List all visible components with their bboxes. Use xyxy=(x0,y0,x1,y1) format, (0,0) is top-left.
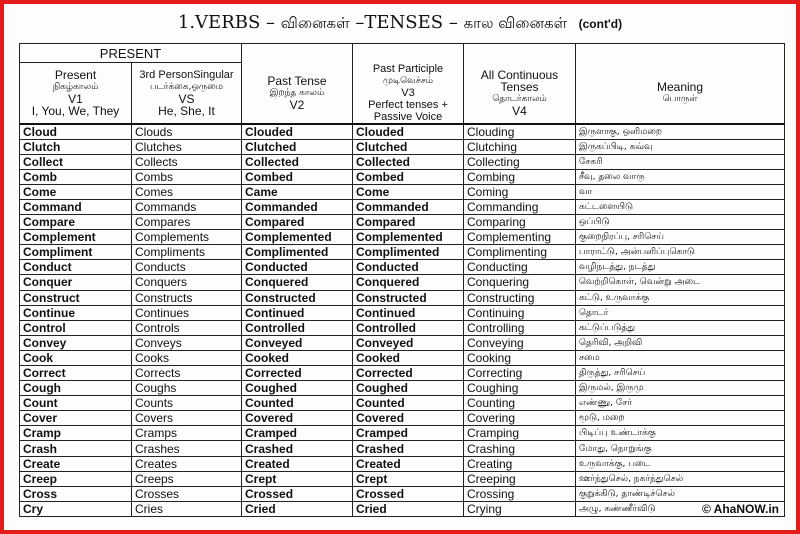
cell-past-v2: Cramped xyxy=(242,426,353,441)
table-row xyxy=(20,381,785,396)
title-tamil-verbs: வினைகள் xyxy=(280,14,350,32)
cell-participle-v3: Conducted xyxy=(353,260,464,275)
header-v2-line1: Past Tense xyxy=(267,73,327,88)
cell-present-v1: Clutch xyxy=(20,139,132,154)
table-row xyxy=(20,501,785,516)
cell-participle-v3: Conveyed xyxy=(353,335,464,350)
table-row xyxy=(20,471,785,486)
cell-present-v1: Cough xyxy=(20,381,132,396)
cell-present-v1: Convey xyxy=(20,335,132,350)
cell-singular-vs: Clouds xyxy=(132,124,242,140)
watermark: © AhaNOW.in xyxy=(699,502,782,516)
table-row xyxy=(20,335,785,350)
cell-past-v2: Conducted xyxy=(242,260,353,275)
cell-singular-vs: Clutches xyxy=(132,139,242,154)
cell-continuous-v4: Clouding xyxy=(464,124,576,140)
cell-continuous-v4: Commanding xyxy=(464,199,576,214)
cell-present-v1: Come xyxy=(20,184,132,199)
cell-participle-v3: Coughed xyxy=(353,381,464,396)
cell-singular-vs: Continues xyxy=(132,305,242,320)
cell-singular-vs: Cries xyxy=(132,501,242,516)
cell-present-v1: Creep xyxy=(20,471,132,486)
cell-participle-v3: Clouded xyxy=(353,124,464,140)
cell-singular-vs: Crashes xyxy=(132,441,242,456)
cell-continuous-v4: Crossing xyxy=(464,486,576,501)
cell-singular-vs: Covers xyxy=(132,411,242,426)
cell-participle-v3: Counted xyxy=(353,396,464,411)
table-row xyxy=(20,124,785,140)
cell-continuous-v4: Crying xyxy=(464,501,576,516)
cell-meaning-tamil: வா xyxy=(576,184,785,199)
table-row xyxy=(20,441,785,456)
cell-past-v2: Conveyed xyxy=(242,335,353,350)
table-row xyxy=(20,411,785,426)
cell-meaning-tamil: எண்ணு, சேர் xyxy=(576,396,785,411)
cell-meaning-tamil: வெற்றிகொள், வென்று அடை xyxy=(576,275,785,290)
cell-continuous-v4: Constructing xyxy=(464,290,576,305)
header-meaning-tamil: பொருள் xyxy=(662,93,698,104)
cell-singular-vs: Collects xyxy=(132,154,242,169)
cell-singular-vs: Compliments xyxy=(132,245,242,260)
cell-continuous-v4: Complementing xyxy=(464,230,576,245)
cell-continuous-v4: Comparing xyxy=(464,215,576,230)
header-v2-tamil: இறந்த காலம் xyxy=(269,87,325,98)
cell-participle-v3: Continued xyxy=(353,305,464,320)
cell-continuous-v4: Conducting xyxy=(464,260,576,275)
header-vs-line3: He, She, It xyxy=(158,103,215,118)
header-blank-meaning xyxy=(576,44,785,63)
cell-continuous-v4: Creeping xyxy=(464,471,576,486)
cell-past-v2: Collected xyxy=(242,154,353,169)
cell-singular-vs: Constructs xyxy=(132,290,242,305)
table-row xyxy=(20,366,785,381)
cell-present-v1: Create xyxy=(20,456,132,471)
table-row xyxy=(20,139,785,154)
table-row xyxy=(20,456,785,471)
cell-present-v1: Cramp xyxy=(20,426,132,441)
cell-present-v1: Cook xyxy=(20,350,132,365)
cell-participle-v3: Crept xyxy=(353,471,464,486)
cell-continuous-v4: Covering xyxy=(464,411,576,426)
cell-continuous-v4: Conquering xyxy=(464,275,576,290)
header-v2 xyxy=(242,63,353,124)
cell-singular-vs: Compares xyxy=(132,215,242,230)
table-row xyxy=(20,184,785,199)
cell-past-v2: Clouded xyxy=(242,124,353,140)
table-row xyxy=(20,215,785,230)
cell-past-v2: Combed xyxy=(242,169,353,184)
page-title xyxy=(4,12,796,38)
cell-present-v1: Construct xyxy=(20,290,132,305)
cell-past-v2: Clutched xyxy=(242,139,353,154)
header-v1-line1: Present xyxy=(54,67,97,82)
cell-singular-vs: Creates xyxy=(132,456,242,471)
cell-singular-vs: Conducts xyxy=(132,260,242,275)
cell-present-v1: Conduct xyxy=(20,260,132,275)
header-v3-line1: Past Participle xyxy=(372,62,444,75)
header-v1-line2: V1 xyxy=(68,91,83,106)
cell-present-v1: Complement xyxy=(20,230,132,245)
cell-meaning-tamil: பாராட்டு, அன்பளிப்புகொடு xyxy=(576,245,785,260)
cell-meaning-tamil: சேகரி xyxy=(576,154,785,169)
cell-singular-vs: Commands xyxy=(132,199,242,214)
cell-participle-v3: Collected xyxy=(353,154,464,169)
cell-continuous-v4: Collecting xyxy=(464,154,576,169)
cell-participle-v3: Cooked xyxy=(353,350,464,365)
cell-singular-vs: Comes xyxy=(132,184,242,199)
cell-meaning-tamil: சீவு, தலை வாரு xyxy=(576,169,785,184)
cell-past-v2: Counted xyxy=(242,396,353,411)
header-v4-line3: V4 xyxy=(512,103,527,118)
cell-participle-v3: Come xyxy=(353,184,464,199)
cell-singular-vs: Counts xyxy=(132,396,242,411)
cell-participle-v3: Clutched xyxy=(353,139,464,154)
header-vs-line1: 3rd PersonSingular xyxy=(139,68,234,81)
cell-singular-vs: Cramps xyxy=(132,426,242,441)
cell-present-v1: Command xyxy=(20,199,132,214)
cell-past-v2: Complemented xyxy=(242,230,353,245)
header-blank-v3 xyxy=(353,44,464,63)
cell-singular-vs: Controls xyxy=(132,320,242,335)
header-v1-tamil: நிகழ்காலம் xyxy=(52,81,99,92)
cell-singular-vs: Corrects xyxy=(132,366,242,381)
cell-meaning-tamil: மூடு, மறை xyxy=(576,411,785,426)
header-blank-v4 xyxy=(464,44,576,63)
cell-participle-v3: Commanded xyxy=(353,199,464,214)
header-v3-line3: Perfect tenses + xyxy=(368,98,448,111)
cell-meaning-tamil: பிடிப்பு உண்டாக்கு xyxy=(576,426,785,441)
header-v3 xyxy=(353,63,464,124)
cell-present-v1: Compare xyxy=(20,215,132,230)
cell-participle-v3: Compared xyxy=(353,215,464,230)
cell-singular-vs: Conveys xyxy=(132,335,242,350)
title-mid: –TENSES – xyxy=(349,12,464,33)
title-contd: (cont'd) xyxy=(578,17,623,31)
header-blank-v2 xyxy=(242,44,353,63)
cell-meaning-tamil: மோது, நொறுங்கு xyxy=(576,441,785,456)
cell-meaning-tamil: இருமல், இருமு xyxy=(576,381,785,396)
cell-present-v1: Control xyxy=(20,320,132,335)
cell-participle-v3: Covered xyxy=(353,411,464,426)
cell-meaning-tamil: உருவாக்கு, படை xyxy=(576,456,785,471)
cell-present-v1: Cross xyxy=(20,486,132,501)
cell-meaning-tamil: தெரிவி, அறிவி xyxy=(576,335,785,350)
cell-continuous-v4: Cooking xyxy=(464,350,576,365)
table-row xyxy=(20,260,785,275)
cell-continuous-v4: Counting xyxy=(464,396,576,411)
header-vs xyxy=(132,63,242,124)
cell-past-v2: Compared xyxy=(242,215,353,230)
header-meaning xyxy=(576,63,785,124)
cell-present-v1: Count xyxy=(20,396,132,411)
table-row xyxy=(20,320,785,335)
cell-singular-vs: Coughs xyxy=(132,381,242,396)
cell-past-v2: Created xyxy=(242,456,353,471)
cell-participle-v3: Crashed xyxy=(353,441,464,456)
cell-participle-v3: Constructed xyxy=(353,290,464,305)
header-v2-line2: V2 xyxy=(289,97,305,112)
cell-participle-v3: Combed xyxy=(353,169,464,184)
cell-participle-v3: Crossed xyxy=(353,486,464,501)
cell-past-v2: Crossed xyxy=(242,486,353,501)
header-v3-tamil: முடிவெச்சம் xyxy=(383,75,433,86)
table-row xyxy=(20,426,785,441)
cell-continuous-v4: Correcting xyxy=(464,366,576,381)
cell-past-v2: Covered xyxy=(242,411,353,426)
cell-participle-v3: Cramped xyxy=(353,426,464,441)
cell-present-v1: Continue xyxy=(20,305,132,320)
title-tamil-tenses: கால வினைகள் xyxy=(463,14,568,32)
cell-participle-v3: Controlled xyxy=(353,320,464,335)
title-main: 1.VERBS – xyxy=(177,12,281,33)
cell-singular-vs: Conquers xyxy=(132,275,242,290)
cell-continuous-v4: Crashing xyxy=(464,441,576,456)
cell-continuous-v4: Coming xyxy=(464,184,576,199)
cell-past-v2: Came xyxy=(242,184,353,199)
cell-singular-vs: Complements xyxy=(132,230,242,245)
cell-meaning-tamil: கட்டு, உருவாக்கு xyxy=(576,290,785,305)
table-row xyxy=(20,290,785,305)
header-v3-line2: V3 xyxy=(401,86,415,99)
cell-singular-vs: Crosses xyxy=(132,486,242,501)
cell-past-v2: Complimented xyxy=(242,245,353,260)
table-row xyxy=(20,275,785,290)
cell-meaning-tamil: ஊர்ந்துசெல், நகர்ந்துசெல் xyxy=(576,471,785,486)
table-row xyxy=(20,396,785,411)
header-vs-line2: VS xyxy=(178,91,195,106)
cell-present-v1: Collect xyxy=(20,154,132,169)
header-v3-line4: Passive Voice xyxy=(373,110,443,123)
cell-singular-vs: Combs xyxy=(132,169,242,184)
header-v4-line2: Tenses xyxy=(500,79,539,94)
cell-present-v1: Conquer xyxy=(20,275,132,290)
cell-meaning-tamil: தொடர் xyxy=(576,305,785,320)
cell-present-v1: Cloud xyxy=(20,124,132,140)
header-v1 xyxy=(20,63,132,124)
cell-continuous-v4: Clutching xyxy=(464,139,576,154)
table-row xyxy=(20,486,785,501)
cell-continuous-v4: Combing xyxy=(464,169,576,184)
cell-meaning-tamil: குறைநிரப்பு, சரிசெய் xyxy=(576,230,785,245)
header-v4-tamil: தொடர்காலம் xyxy=(492,93,547,104)
cell-meaning-tamil: சமை xyxy=(576,350,785,365)
cell-participle-v3: Cried xyxy=(353,501,464,516)
cell-past-v2: Cried xyxy=(242,501,353,516)
cell-past-v2: Coughed xyxy=(242,381,353,396)
table-row xyxy=(20,169,785,184)
header-v1-line3: I, You, We, They xyxy=(31,103,120,118)
cell-continuous-v4: Coughing xyxy=(464,381,576,396)
cell-meaning-tamil: வழிநடத்து, நடத்து xyxy=(576,260,785,275)
verb-table-body xyxy=(20,124,785,517)
header-row-top xyxy=(20,44,785,63)
cell-present-v1: Crash xyxy=(20,441,132,456)
header-meaning-line1: Meaning xyxy=(656,79,704,94)
cell-meaning-tamil: அழு, கண்ணீர்விடு xyxy=(576,501,785,516)
cell-meaning-tamil: ஒப்பிடு xyxy=(576,215,785,230)
header-present-group: PRESENT xyxy=(20,44,242,63)
cell-past-v2: Controlled xyxy=(242,320,353,335)
cell-present-v1: Comb xyxy=(20,169,132,184)
cell-past-v2: Conquered xyxy=(242,275,353,290)
cell-past-v2: Crashed xyxy=(242,441,353,456)
table-row xyxy=(20,199,785,214)
table-row xyxy=(20,350,785,365)
table-row xyxy=(20,245,785,260)
cell-meaning-tamil: இருளாகு, ஒளிமறை xyxy=(576,124,785,140)
table-row xyxy=(20,154,785,169)
table-row xyxy=(20,305,785,320)
cell-present-v1: Correct xyxy=(20,366,132,381)
cell-meaning-tamil: திருத்து, சரிசெய் xyxy=(576,366,785,381)
cell-continuous-v4: Controlling xyxy=(464,320,576,335)
cell-present-v1: Cover xyxy=(20,411,132,426)
cell-meaning-tamil: கட்டுப்படுத்து xyxy=(576,320,785,335)
cell-participle-v3: Complimented xyxy=(353,245,464,260)
header-row-columns xyxy=(20,63,785,124)
cell-meaning-tamil: கட்டளையிடு xyxy=(576,199,785,214)
header-vs-tamil: படர்க்கை,ஒருமை xyxy=(149,81,224,92)
cell-participle-v3: Created xyxy=(353,456,464,471)
cell-singular-vs: Creeps xyxy=(132,471,242,486)
cell-past-v2: Corrected xyxy=(242,366,353,381)
cell-present-v1: Cry xyxy=(20,501,132,516)
cell-continuous-v4: Conveying xyxy=(464,335,576,350)
cell-past-v2: Crept xyxy=(242,471,353,486)
header-v4 xyxy=(464,63,576,124)
cell-continuous-v4: Cramping xyxy=(464,426,576,441)
header-v4-line1: All Continuous xyxy=(480,67,559,82)
table-row xyxy=(20,230,785,245)
cell-participle-v3: Conquered xyxy=(353,275,464,290)
verb-tenses-table xyxy=(19,43,785,517)
cell-participle-v3: Corrected xyxy=(353,366,464,381)
cell-meaning-tamil: குறுக்கிடு, தாண்டிச்செல் xyxy=(576,486,785,501)
cell-past-v2: Cooked xyxy=(242,350,353,365)
cell-continuous-v4: Creating xyxy=(464,456,576,471)
cell-participle-v3: Complemented xyxy=(353,230,464,245)
cell-singular-vs: Cooks xyxy=(132,350,242,365)
cell-present-v1: Compliment xyxy=(20,245,132,260)
cell-past-v2: Commanded xyxy=(242,199,353,214)
cell-meaning-tamil: இருகப்பிடி, கவ்வு xyxy=(576,139,785,154)
cell-past-v2: Continued xyxy=(242,305,353,320)
cell-continuous-v4: Continuing xyxy=(464,305,576,320)
cell-past-v2: Constructed xyxy=(242,290,353,305)
cell-continuous-v4: Complimenting xyxy=(464,245,576,260)
